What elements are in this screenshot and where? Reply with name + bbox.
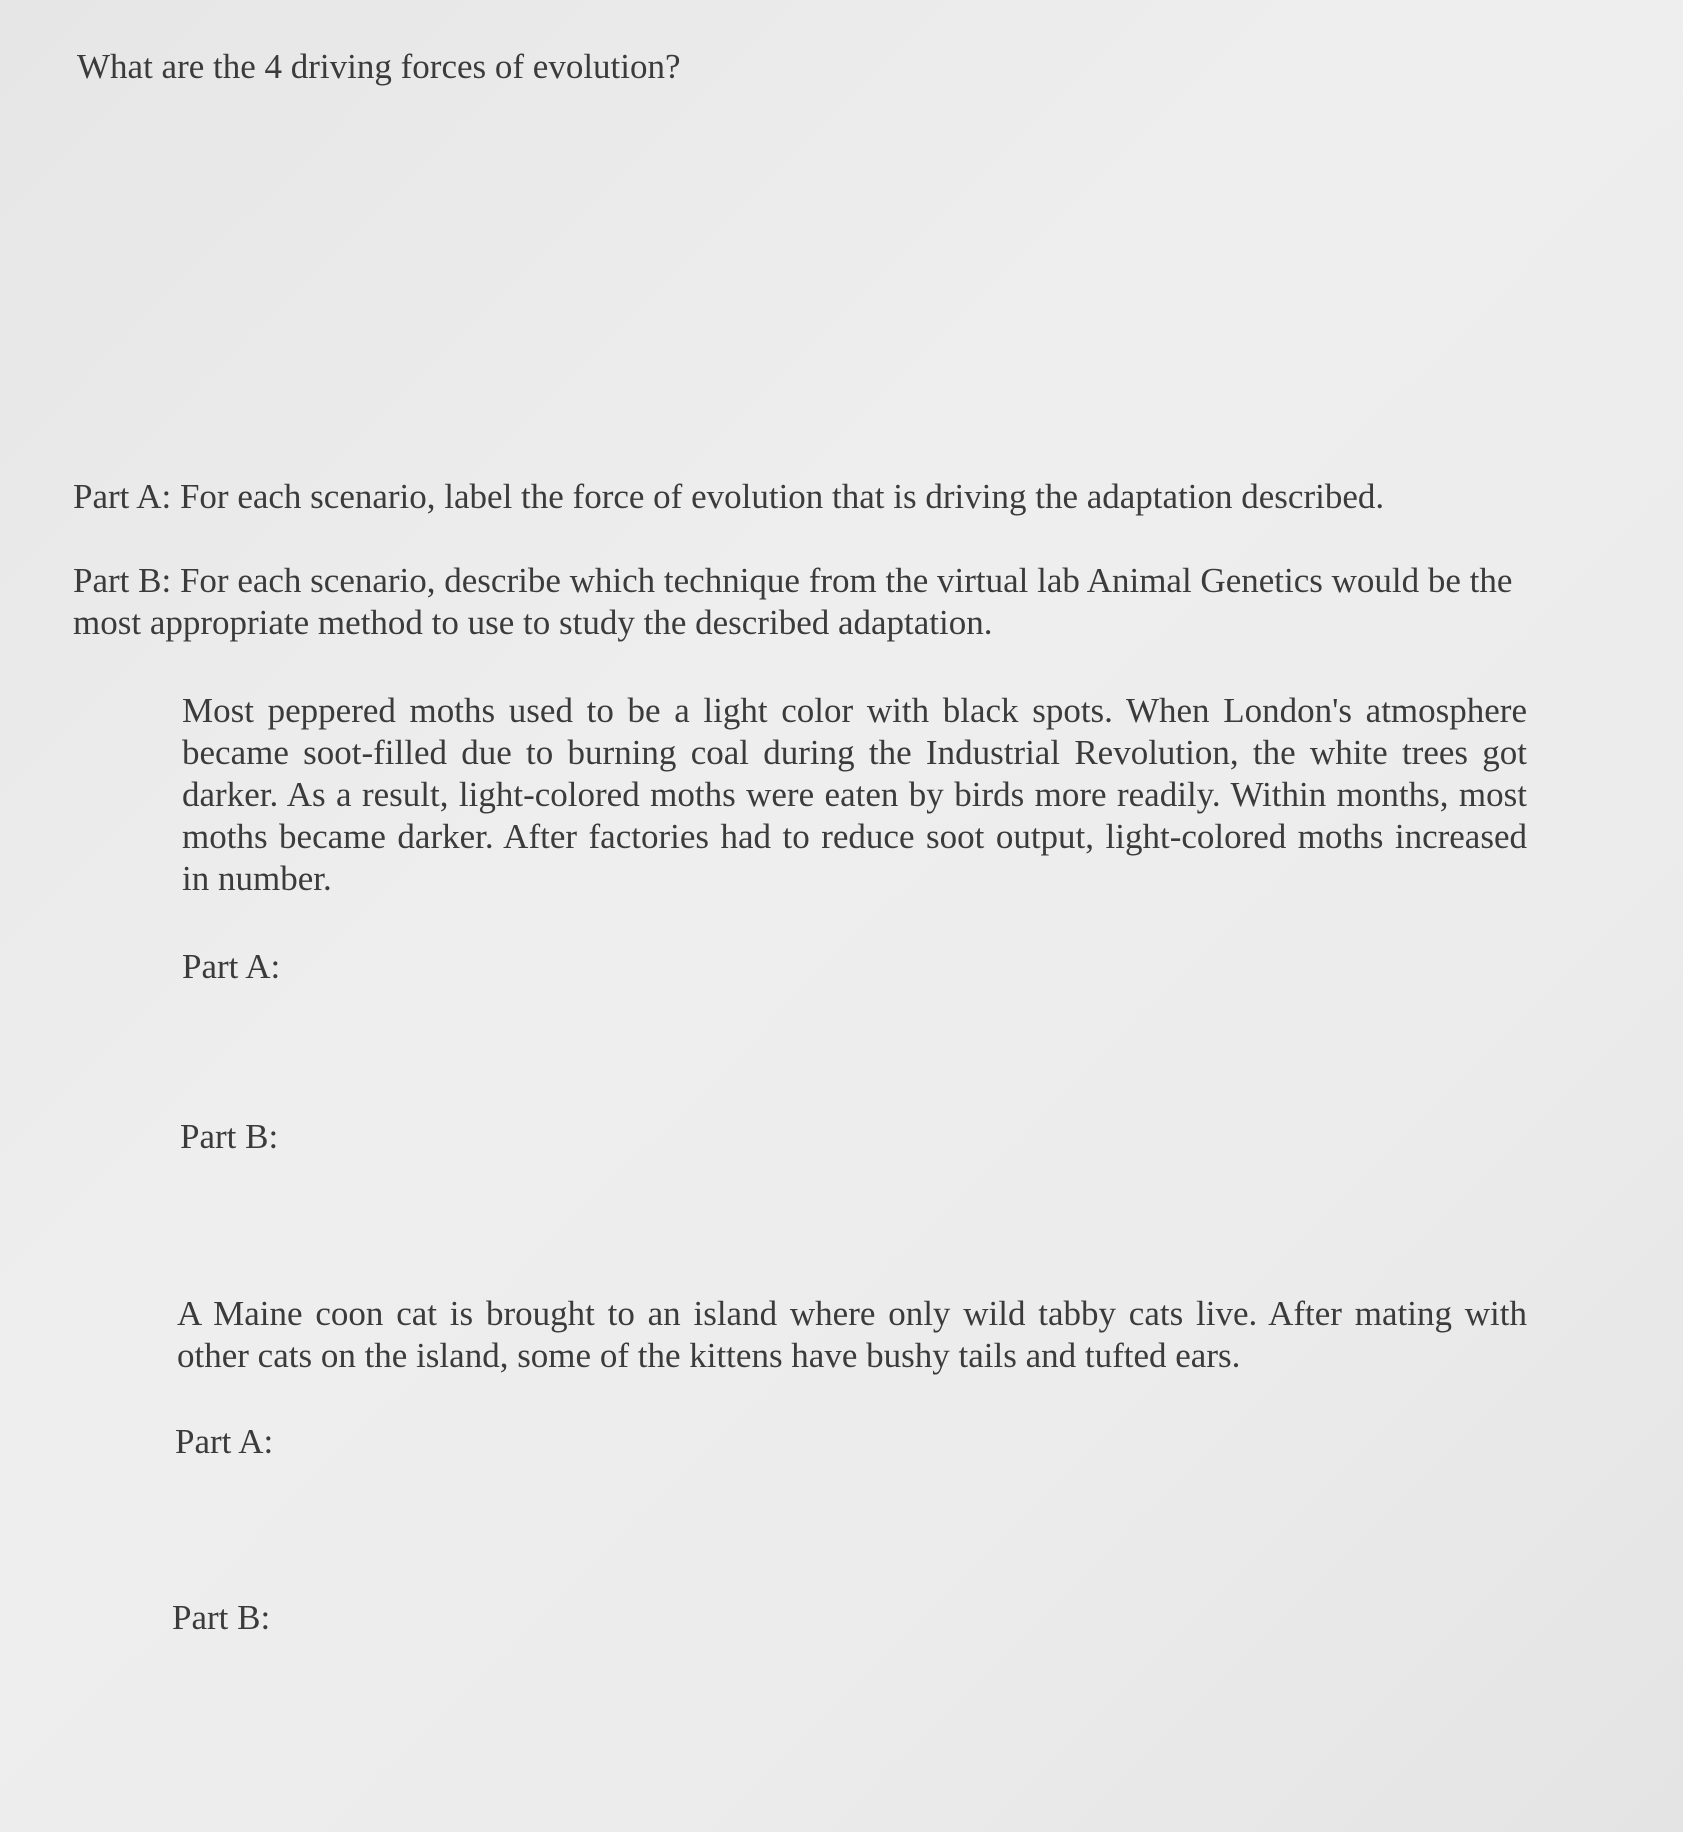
scenario-2-part-a-answer-area[interactable] [260,1470,1520,1570]
scenario-1-part-b-answer-area[interactable] [260,1165,1520,1265]
question-text: What are the 4 driving forces of evolution? [77,47,681,86]
scenario-1-part-a-answer-area[interactable] [260,995,1520,1095]
scenario-2-part-b-label: Part B: [172,1598,271,1637]
instruction-part-b: Part B: For each scenario, describe which technique from the virtual lab Animal Genetics would be the most appropriate method to use to study the described adaptation. [73,561,1513,642]
scenario-2-part-a-label: Part A: [175,1422,274,1461]
scenario-1-part-a-label: Part A: [182,947,281,986]
scenario-1-part-b-label: Part B: [180,1117,279,1156]
scenario-1-text: Most peppered moths used to be a light color with black spots. When London's atmosphere became soot-filled due to burning coal during the Industrial Revolution, the white trees got darker. As a result, light-colored moths were eaten by birds more readily. Within months, most moths became darker. After factories had to reduce soot output, light-colored moths increased in number. [182,691,1527,898]
scenario-2-part-b-answer-area[interactable] [260,1646,1520,1746]
scenario-2-text: A Maine coon cat is brought to an island where only wild tabby cats live. After mating with other cats on the island, some of the kittens have bushy tails and tufted ears. [177,1294,1527,1375]
instruction-part-a: Part A: For each scenario, label the force of evolution that is driving the adaptation described. [73,477,1385,516]
